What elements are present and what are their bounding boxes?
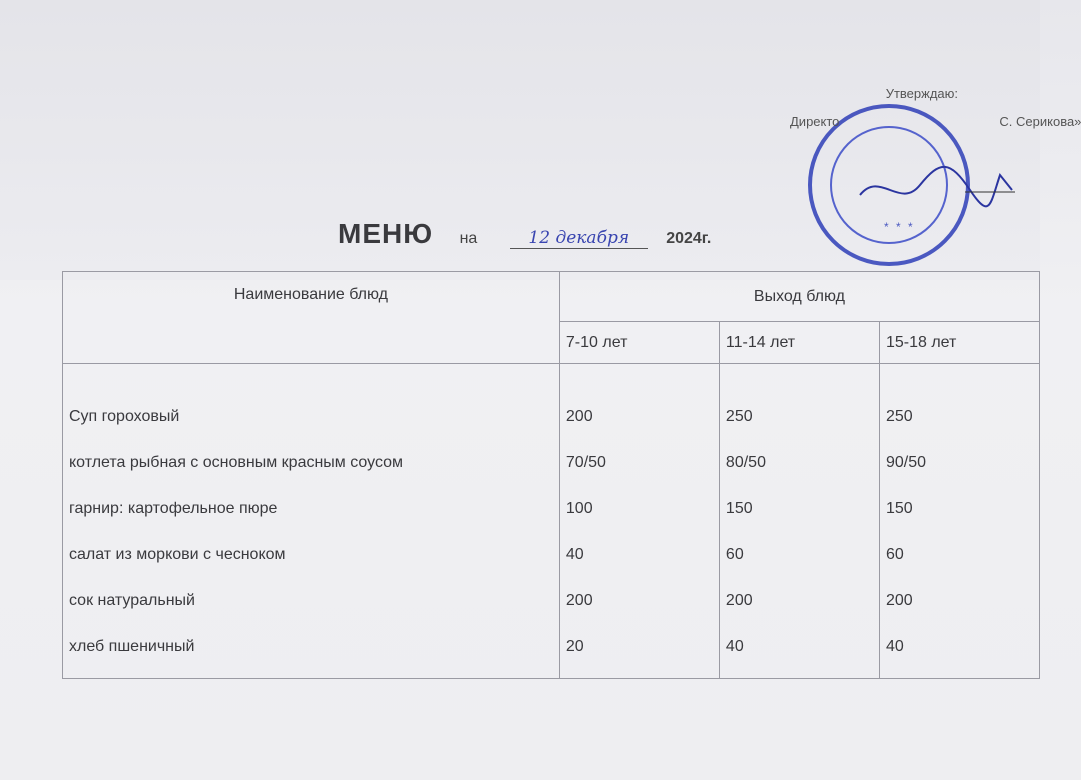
approve-label: Утверждаю: bbox=[885, 86, 958, 101]
portion-value: 200 bbox=[565, 408, 593, 425]
portion-value: 150 bbox=[725, 500, 753, 517]
dish-name: Суп гороховый bbox=[69, 408, 180, 425]
portion-value: 150 bbox=[885, 500, 913, 517]
dish-name: салат из моркови с чесноком bbox=[69, 546, 286, 563]
age-15-18-column bbox=[879, 364, 1039, 679]
portion-value: 90/50 bbox=[885, 454, 926, 471]
portion-value: 100 bbox=[565, 500, 593, 517]
menu-table bbox=[62, 271, 1040, 679]
age-7-10-column bbox=[559, 364, 719, 679]
title-on: на bbox=[459, 230, 478, 247]
director-line bbox=[790, 114, 1081, 129]
header-age-7-10: 7-10 лет bbox=[559, 322, 719, 364]
header-age-15-18: 15-18 лет bbox=[879, 322, 1039, 364]
page-title: МЕНЮ bbox=[338, 218, 434, 249]
dish-name: гарнир: картофельное пюре bbox=[69, 500, 278, 517]
portion-value: 60 bbox=[725, 546, 744, 563]
title-year: 2024г. bbox=[666, 230, 712, 247]
signature bbox=[850, 150, 1020, 220]
portion-value: 40 bbox=[565, 546, 584, 563]
portion-value: 60 bbox=[885, 546, 904, 563]
age-11-14-column bbox=[719, 364, 879, 679]
portion-value: 200 bbox=[725, 592, 753, 609]
portion-value: 200 bbox=[885, 592, 913, 609]
portion-value: 20 bbox=[565, 638, 584, 655]
portion-value: 40 bbox=[725, 638, 744, 655]
dish-name: хлеб пшеничный bbox=[69, 638, 195, 655]
title-row bbox=[338, 218, 711, 250]
header-dish-name: Наименование блюд bbox=[63, 272, 560, 364]
stamp-stars: * * * bbox=[884, 220, 915, 234]
header-age-11-14: 11-14 лет bbox=[719, 322, 879, 364]
dish-column bbox=[63, 364, 560, 679]
director-label: Директо bbox=[790, 114, 840, 129]
director-name: С. Серикова» bbox=[999, 114, 1081, 129]
header-output: Выход блюд bbox=[559, 272, 1039, 322]
dish-name: сок натуральный bbox=[69, 592, 195, 609]
dish-name: котлета рыбная с основным красным соусом bbox=[69, 454, 404, 471]
portion-value: 70/50 bbox=[565, 454, 606, 471]
portion-value: 250 bbox=[885, 408, 913, 425]
portion-value: 200 bbox=[565, 592, 593, 609]
portion-value: 80/50 bbox=[725, 454, 766, 471]
handwritten-date: 12 декабря bbox=[510, 228, 648, 249]
portion-value: 250 bbox=[725, 408, 753, 425]
portion-value: 40 bbox=[885, 638, 904, 655]
